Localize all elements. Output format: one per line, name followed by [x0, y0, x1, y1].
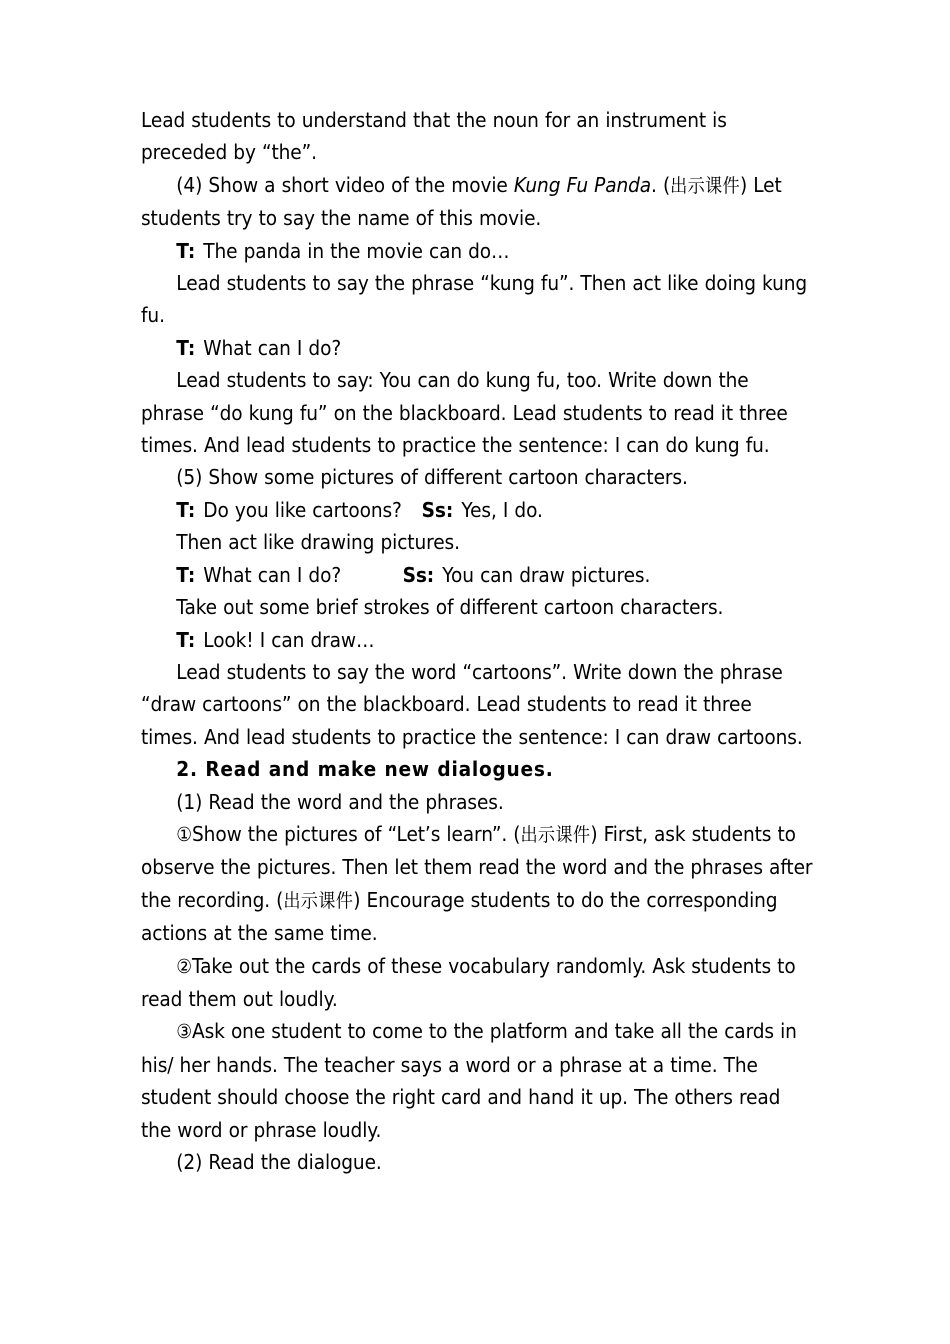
- speaker-label-teacher: T:: [176, 627, 196, 652]
- paragraph-text: The panda in the movie can do…: [203, 238, 510, 263]
- circled-number-1-marker: ①: [176, 822, 193, 846]
- paragraph-teacher-line-look-i-can-draw: [141, 624, 813, 656]
- paragraph-step-1-read-word-and-phrases: [141, 786, 813, 818]
- paragraph-lead-students-draw-cartoons: [141, 656, 813, 753]
- paragraph-dialogue-do-you-like-cartoons: [141, 494, 813, 526]
- paragraph-teacher-line-panda: [141, 235, 813, 267]
- paragraph-text: (1) Read the word and the phrases.: [176, 789, 504, 814]
- paragraph-text: Lead students to say the phrase “kung fu”. Then act like doing kung fu.: [141, 271, 808, 328]
- paragraph-text: (2) Read the dialogue.: [176, 1150, 382, 1174]
- paragraph-teacher-line-what-can-i-do-1: [141, 332, 813, 364]
- paragraph-take-out-brief-strokes: [141, 591, 813, 623]
- paragraph-text-tail: ) Encourage students to do the corresponding actions at the same time.: [141, 887, 778, 946]
- paragraph-then-act-drawing: [141, 526, 813, 558]
- paragraph-text: What can I do?: [203, 335, 342, 360]
- paragraph-text: What can I do?: [203, 562, 342, 587]
- paragraph-substep-2-take-out-cards: [141, 950, 813, 1016]
- paragraph-text: Look! I can draw…: [203, 627, 375, 652]
- paragraph-text-after-italic: . (: [651, 172, 671, 197]
- paragraph-lead-students-kung-fu-phrase: [141, 267, 813, 332]
- paragraph-text: Take out the cards of these vocabulary randomly. Ask students to read them out loudly.: [141, 953, 796, 1011]
- paragraph-lead-students-do-kung-fu: [141, 364, 813, 461]
- chinese-annotation-show-courseware: 出示课件: [670, 174, 740, 197]
- paragraph-step-2-read-the-dialogue: [141, 1146, 813, 1178]
- speaker-label-teacher: T:: [176, 238, 196, 263]
- paragraph-text: Then act like drawing pictures.: [176, 530, 460, 555]
- speaker-label-teacher: T:: [176, 497, 196, 522]
- paragraph-text: Lead students to say: You can do kung fu, too. Write down the phrase “do kung fu” on the blackboard. Lead students to read it three times. And lead students to practice the sentence: I can do kung fu.: [141, 368, 788, 458]
- circled-number-3-marker: ③: [176, 1020, 193, 1044]
- paragraph-dialogue-what-can-i-do-2: [141, 559, 813, 591]
- paragraph-text: Ask one student to come to the platform and take all the cards in his/ her hands. The teacher says a word or a phrase at a time. The student should choose the right card and hand it up. The others read the word or phrase loudly.: [141, 1019, 797, 1142]
- paragraph-text-prefix: Show the pictures of “Let’s learn”. (: [192, 821, 521, 846]
- paragraph-text: Lead students to understand that the noun for an instrument is preceded by “the”.: [141, 108, 727, 165]
- speaker-label-teacher: T:: [176, 562, 196, 587]
- paragraph-text: Do you like cartoons?: [203, 497, 402, 522]
- chinese-annotation-show-courseware-2: 出示课件: [283, 889, 354, 912]
- paragraph-text-tail: ) Let students try to say the name of this movie.: [141, 172, 782, 231]
- movie-title-italic: Kung Fu Panda: [513, 172, 652, 197]
- paragraph-text-response: You can draw pictures.: [442, 562, 651, 587]
- speaker-label-teacher: T:: [176, 335, 196, 360]
- paragraph-lead-students-noun: [141, 104, 813, 169]
- chinese-annotation-show-courseware: 出示课件: [520, 823, 591, 846]
- circled-number-2-marker: ②: [176, 954, 193, 978]
- paragraph-text-prefix: (4) Show a short video of the movie: [176, 172, 514, 197]
- section-heading-text: 2. Read and make new dialogues.: [176, 757, 554, 782]
- paragraph-text: Lead students to say the word “cartoons”. Write down the phrase “draw cartoons” on the blackboard. Lead students to read it three times. And lead students to practice the sentence: I can draw cartoons.: [141, 659, 803, 749]
- paragraph-text: (5) Show some pictures of different cartoon characters.: [176, 465, 688, 490]
- document-text-column: [141, 104, 813, 1178]
- speaker-label-students: Ss:: [402, 562, 435, 587]
- paragraph-show-video-kung-fu-panda: [141, 169, 813, 235]
- paragraph-text-mid: ) First, ask students to observe the pictures. Then let them read the word and the phrases after the recording. (: [141, 821, 813, 912]
- paragraph-show-cartoon-pictures: [141, 461, 813, 493]
- paragraph-substep-1-show-pictures: [141, 818, 813, 950]
- section-heading-read-and-make-new-dialogues: [141, 753, 813, 785]
- paragraph-text-response: Yes, I do.: [461, 497, 543, 522]
- speaker-label-students: Ss:: [421, 497, 454, 522]
- paragraph-substep-3-ask-one-student: [141, 1015, 813, 1146]
- paragraph-text: Take out some brief strokes of different cartoon characters.: [176, 595, 724, 620]
